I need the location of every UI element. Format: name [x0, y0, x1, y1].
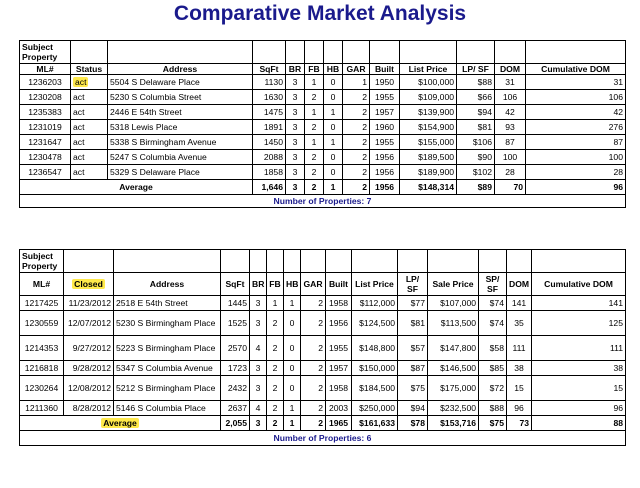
cell-built: 1950: [370, 75, 400, 90]
cell-dom: 111: [507, 336, 532, 361]
cell-lpsf: $57: [398, 336, 428, 361]
cell-cdom: 28: [526, 165, 626, 180]
cell-sale: $113,500: [428, 311, 479, 336]
cell-address: 5329 S Delaware Place: [108, 165, 253, 180]
cell-address: 5338 S Birmingham Avenue: [108, 135, 253, 150]
cell-sqft: 2570: [221, 336, 250, 361]
table-row: [20, 336, 626, 361]
cell-lpsf: $87: [398, 361, 428, 376]
cell-dom: 38: [507, 361, 532, 376]
cell-ml: 1235383: [20, 105, 71, 120]
cell-built: 2003: [326, 401, 352, 416]
cell-dom: 42: [495, 105, 526, 120]
col-list-price: List Price: [400, 64, 457, 75]
cell-ml: 1230264: [20, 376, 64, 401]
cell-dom: 87: [495, 135, 526, 150]
cell-cdom: 106: [526, 90, 626, 105]
cell-price: $112,000: [352, 296, 398, 311]
cell-gar: 2: [301, 311, 326, 336]
cell-cdom: 87: [526, 135, 626, 150]
cell-cdom: 276: [526, 120, 626, 135]
cell-br: 3: [286, 165, 305, 180]
cell-ml: 1217425: [20, 296, 64, 311]
table-row: [20, 150, 626, 165]
cell-ml: 1236203: [20, 75, 71, 90]
cell-price: $150,000: [352, 361, 398, 376]
cell-gar: 2: [301, 401, 326, 416]
cell-ml: 1231647: [20, 135, 71, 150]
cell-sale: $146,500: [428, 361, 479, 376]
cell-gar: 2: [343, 90, 370, 105]
cell-closed: 9/28/2012: [64, 361, 114, 376]
table-row: [20, 120, 626, 135]
cell-sqft: 2432: [221, 376, 250, 401]
count-row: [20, 431, 626, 446]
cell-lpsf: $81: [457, 120, 495, 135]
cell-built: 1955: [370, 135, 400, 150]
cell-hb: 0: [284, 311, 301, 336]
cell-price: $139,900: [400, 105, 457, 120]
col-fb: FB: [305, 64, 324, 75]
cell-ml: 1216818: [20, 361, 64, 376]
cell-gar: 2: [301, 376, 326, 401]
cell-address: 5223 S Birmingham Place: [114, 336, 221, 361]
cell-fb: 2: [305, 120, 324, 135]
col-lp-sf: LP/ SF: [457, 64, 495, 75]
col-ml: ML#: [20, 64, 71, 75]
cell-sale: $175,000: [428, 376, 479, 401]
table-row: [20, 105, 626, 120]
cell-gar: 2: [343, 135, 370, 150]
cell-spsf: $88: [479, 401, 507, 416]
cell-price: $250,000: [352, 401, 398, 416]
cell-fb: 1: [305, 75, 324, 90]
subject-property-label: Subject Property: [20, 250, 64, 273]
cell-hb: 1: [284, 401, 301, 416]
cell-spsf: $58: [479, 336, 507, 361]
col-sale-price: Sale Price: [428, 273, 479, 296]
cell-cdom: 96: [532, 401, 626, 416]
table-row: [20, 90, 626, 105]
cell-price: $124,500: [352, 311, 398, 336]
cell-address: 2518 E 54th Street: [114, 296, 221, 311]
cell-fb: 2: [305, 150, 324, 165]
cell-sqft: 1525: [221, 311, 250, 336]
cell-cdom: 42: [526, 105, 626, 120]
table-row: [20, 135, 626, 150]
cell-sale: $107,000: [428, 296, 479, 311]
cell-gar: 1: [343, 75, 370, 90]
cell-built: 1956: [370, 150, 400, 165]
cell-hb: 0: [324, 90, 343, 105]
cell-built: 1957: [370, 105, 400, 120]
subject-property-label: Subject Property: [20, 41, 71, 64]
table-row: [20, 296, 626, 311]
cell-fb: 2: [305, 90, 324, 105]
cell-lpsf: $88: [457, 75, 495, 90]
average-label: Average: [20, 180, 253, 195]
cell-price: $109,000: [400, 90, 457, 105]
cell-cdom: 125: [532, 311, 626, 336]
col-fb: FB: [267, 273, 284, 296]
col-sqft: SqFt: [221, 273, 250, 296]
cell-ml: 1214353: [20, 336, 64, 361]
average-row: Average 1,646 3 2 1 2 1956 $148,314 $89 70 96: [20, 180, 626, 195]
property-count: Number of Properties: 7: [20, 195, 626, 208]
cell-lpsf: $102: [457, 165, 495, 180]
cell-sqft: 1475: [253, 105, 286, 120]
cell-address: 5504 S Delaware Place: [108, 75, 253, 90]
cell-sqft: 1723: [221, 361, 250, 376]
cell-lpsf: $75: [398, 376, 428, 401]
cell-lpsf: $77: [398, 296, 428, 311]
cell-br: 3: [286, 135, 305, 150]
cell-sqft: 1450: [253, 135, 286, 150]
cell-gar: 2: [343, 150, 370, 165]
cell-fb: 1: [267, 296, 284, 311]
cell-dom: 106: [495, 90, 526, 105]
cell-br: 3: [286, 120, 305, 135]
col-gar: GAR: [301, 273, 326, 296]
cell-hb: 1: [324, 105, 343, 120]
cell-hb: 0: [284, 376, 301, 401]
cell-cdom: 141: [532, 296, 626, 311]
cell-lpsf: $90: [457, 150, 495, 165]
table-row: [20, 165, 626, 180]
cell-lpsf: $66: [457, 90, 495, 105]
cell-built: 1955: [326, 336, 352, 361]
cell-br: 3: [286, 150, 305, 165]
cell-fb: 2: [267, 401, 284, 416]
cell-cdom: 31: [526, 75, 626, 90]
cell-built: 1956: [326, 311, 352, 336]
cell-built: 1955: [370, 90, 400, 105]
cell-hb: 0: [284, 361, 301, 376]
closed-sales-table: [19, 249, 626, 446]
header-row: [20, 64, 626, 75]
table-row: [20, 376, 626, 401]
cell-fb: 2: [267, 336, 284, 361]
cell-fb: 1: [305, 105, 324, 120]
cell-sqft: 2088: [253, 150, 286, 165]
col-lp-sf: LP/ SF: [398, 273, 428, 296]
cell-sqft: 1891: [253, 120, 286, 135]
cell-price: $100,000: [400, 75, 457, 90]
cell-status: [71, 75, 108, 90]
cell-sqft: 1858: [253, 165, 286, 180]
cell-spsf: $72: [479, 376, 507, 401]
cell-status: act: [71, 150, 108, 165]
cell-dom: 141: [507, 296, 532, 311]
cell-sqft: 1445: [221, 296, 250, 311]
col-sp-sf: SP/ SF: [479, 273, 507, 296]
cell-price: $189,900: [400, 165, 457, 180]
cell-fb: 2: [267, 376, 284, 401]
cell-dom: 96: [507, 401, 532, 416]
col-list-price: List Price: [352, 273, 398, 296]
cell-fb: 2: [267, 311, 284, 336]
col-gar: GAR: [343, 64, 370, 75]
average-highlight: Average: [103, 417, 137, 428]
cell-price: $148,800: [352, 336, 398, 361]
page-title: Comparative Market Analysis: [173, 2, 467, 25]
cell-br: 4: [250, 401, 267, 416]
table-row: [20, 361, 626, 376]
cell-address: 2446 E 54th Street: [108, 105, 253, 120]
cell-br: 3: [286, 75, 305, 90]
cell-lpsf: $94: [398, 401, 428, 416]
col-cumulative-dom: Cumulative DOM: [532, 273, 626, 296]
cell-price: $155,000: [400, 135, 457, 150]
col-status: Status: [71, 64, 108, 75]
cell-br: 3: [250, 376, 267, 401]
col-ml: ML#: [20, 273, 64, 296]
cell-closed: 11/23/2012: [64, 296, 114, 311]
cell-ml: 1211360: [20, 401, 64, 416]
col-cumulative-dom: Cumulative DOM: [526, 64, 626, 75]
cell-sqft: 1630: [253, 90, 286, 105]
cell-br: 4: [250, 336, 267, 361]
cell-address: 5230 S Columbia Street: [108, 90, 253, 105]
cell-sale: $232,500: [428, 401, 479, 416]
cell-hb: 0: [324, 150, 343, 165]
cell-built: 1958: [326, 376, 352, 401]
cell-address: 5146 S Columbia Place: [114, 401, 221, 416]
cell-address: 5318 Lewis Place: [108, 120, 253, 135]
cell-lpsf: $94: [457, 105, 495, 120]
cell-br: 3: [286, 90, 305, 105]
cell-spsf: $85: [479, 361, 507, 376]
subject-property-row: [20, 41, 626, 64]
cell-built: 1956: [370, 165, 400, 180]
cell-spsf: $74: [479, 311, 507, 336]
cell-spsf: $74: [479, 296, 507, 311]
cell-dom: 93: [495, 120, 526, 135]
cell-price: $184,500: [352, 376, 398, 401]
cell-address: 5247 S Columbia Avenue: [108, 150, 253, 165]
cell-status: act: [71, 120, 108, 135]
cell-status: act: [71, 165, 108, 180]
cell-closed: 9/27/2012: [64, 336, 114, 361]
cell-dom: 100: [495, 150, 526, 165]
cell-address: 5347 S Columbia Avenue: [114, 361, 221, 376]
cell-fb: 2: [267, 361, 284, 376]
table-row: [20, 311, 626, 336]
cell-sqft: 1130: [253, 75, 286, 90]
cell-price: $154,900: [400, 120, 457, 135]
cell-cdom: 38: [532, 361, 626, 376]
cell-dom: 31: [495, 75, 526, 90]
cell-gar: 2: [343, 165, 370, 180]
cell-hb: 0: [324, 120, 343, 135]
cell-hb: 1: [324, 135, 343, 150]
cell-sqft: 2637: [221, 401, 250, 416]
cell-status: act: [71, 105, 108, 120]
cell-hb: 0: [284, 336, 301, 361]
cell-built: 1957: [326, 361, 352, 376]
col-address: Address: [114, 273, 221, 296]
cell-ml: 1230478: [20, 150, 71, 165]
cell-status: act: [71, 90, 108, 105]
col-hb: HB: [284, 273, 301, 296]
cell-built: 1960: [370, 120, 400, 135]
col-br: BR: [286, 64, 305, 75]
col-sqft: SqFt: [253, 64, 286, 75]
cell-gar: 2: [301, 361, 326, 376]
col-br: BR: [250, 273, 267, 296]
cell-br: 3: [250, 361, 267, 376]
cell-lpsf: $106: [457, 135, 495, 150]
cell-cdom: 100: [526, 150, 626, 165]
cell-fb: 1: [305, 135, 324, 150]
col-hb: HB: [324, 64, 343, 75]
cell-ml: 1231019: [20, 120, 71, 135]
cell-dom: 15: [507, 376, 532, 401]
cell-hb: 0: [324, 75, 343, 90]
cell-gar: 2: [343, 105, 370, 120]
cell-ml: 1236547: [20, 165, 71, 180]
count-row: [20, 195, 626, 208]
table-row: [20, 75, 626, 90]
cell-fb: 2: [305, 165, 324, 180]
subject-property-row: [20, 250, 626, 273]
cell-closed: 12/07/2012: [64, 311, 114, 336]
cell-br: 3: [286, 105, 305, 120]
cell-cdom: 111: [532, 336, 626, 361]
cell-ml: 1230208: [20, 90, 71, 105]
cell-hb: 1: [284, 296, 301, 311]
property-count: Number of Properties: 6: [20, 431, 626, 446]
average-row: Average 2,055 3 2 1 2 1965 $161,633 $78 $153,716 $75 73 88: [20, 416, 626, 431]
col-dom: DOM: [507, 273, 532, 296]
cell-gar: 2: [301, 296, 326, 311]
cell-dom: 35: [507, 311, 532, 336]
cell-br: 3: [250, 311, 267, 336]
cell-dom: 28: [495, 165, 526, 180]
cell-cdom: 15: [532, 376, 626, 401]
cell-ml: 1230559: [20, 311, 64, 336]
cell-br: 3: [250, 296, 267, 311]
cell-closed: 12/08/2012: [64, 376, 114, 401]
col-built: Built: [370, 64, 400, 75]
active-listings-table: [19, 40, 626, 208]
col-address: Address: [108, 64, 253, 75]
header-row: [20, 273, 626, 296]
cell-price: $189,500: [400, 150, 457, 165]
cell-hb: 0: [324, 165, 343, 180]
cell-lpsf: $81: [398, 311, 428, 336]
cell-status: act: [71, 135, 108, 150]
average-label-cell: [20, 416, 221, 431]
cell-gar: 2: [343, 120, 370, 135]
col-built: Built: [326, 273, 352, 296]
cell-address: 5230 S Birmingham Place: [114, 311, 221, 336]
cell-built: 1958: [326, 296, 352, 311]
cell-closed: 8/28/2012: [64, 401, 114, 416]
cell-sale: $147,800: [428, 336, 479, 361]
cell-gar: 2: [301, 336, 326, 361]
col-closed: [64, 273, 114, 296]
col-dom: DOM: [495, 64, 526, 75]
cell-address: 5212 S Birmingham Place: [114, 376, 221, 401]
status-highlight: act: [75, 76, 87, 87]
table-row: [20, 401, 626, 416]
closed-highlight: Closed: [74, 279, 103, 289]
